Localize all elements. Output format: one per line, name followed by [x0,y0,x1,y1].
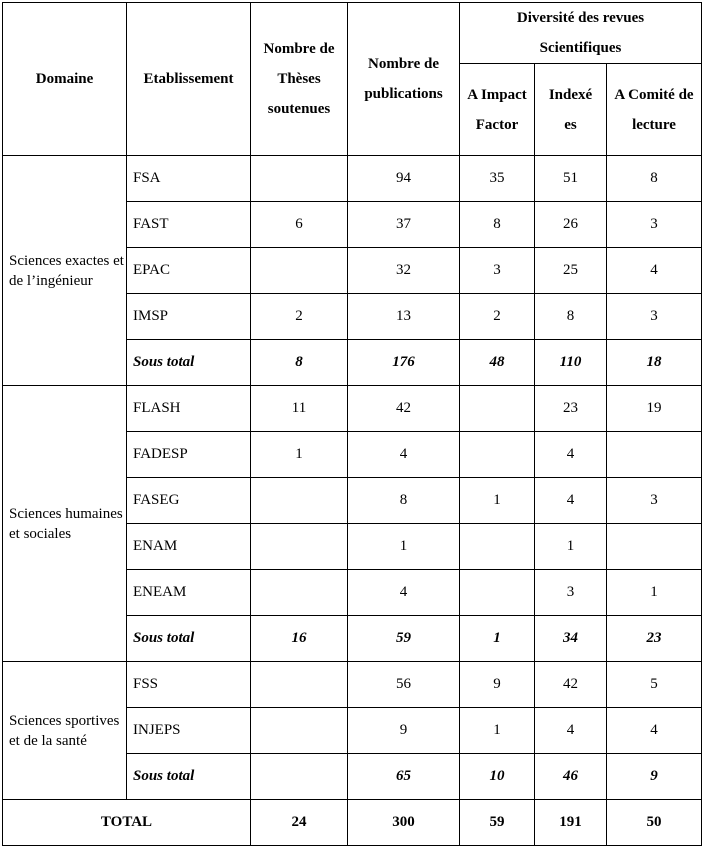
comite-cell: 3 [607,294,702,340]
comite-cell: 4 [607,248,702,294]
statistics-table [2,2,702,846]
comite-cell [607,432,702,478]
publications-cell: 56 [348,662,460,708]
indexes-cell: 26 [535,202,607,248]
header-domaine: Domaine [3,3,127,156]
subtotal-comite-cell: 23 [607,616,702,662]
header-etablissement: Etablissement [127,3,251,156]
comite-cell: 19 [607,386,702,432]
indexes-cell: 4 [535,708,607,754]
header-indexes: Indexé es [535,64,607,156]
etablissement-cell: IMSP [127,294,251,340]
subtotal-impact-factor-cell: 10 [460,754,535,800]
total-indexes-cell: 191 [535,800,607,846]
etablissement-cell: FSA [127,156,251,202]
comite-cell: 4 [607,708,702,754]
subtotal-publications-cell: 65 [348,754,460,800]
table-row [3,156,702,202]
publications-cell: 94 [348,156,460,202]
theses-cell: 1 [251,432,348,478]
publications-cell: 37 [348,202,460,248]
subtotal-impact-factor-cell: 48 [460,340,535,386]
domain-cell: Sciences humaines et sociales [3,386,127,662]
table-row [3,386,702,432]
header-theses: Nombre de Thèses soutenues [251,3,348,156]
subtotal-indexes-cell: 34 [535,616,607,662]
publications-cell: 8 [348,478,460,524]
impact-factor-cell [460,524,535,570]
theses-cell [251,156,348,202]
publications-cell: 32 [348,248,460,294]
comite-cell [607,524,702,570]
theses-cell: 11 [251,386,348,432]
indexes-cell: 42 [535,662,607,708]
publications-cell: 9 [348,708,460,754]
subtotal-label: Sous total [127,340,251,386]
total-publications-cell: 300 [348,800,460,846]
etablissement-cell: FLASH [127,386,251,432]
publications-cell: 13 [348,294,460,340]
impact-factor-cell: 8 [460,202,535,248]
domain-cell: Sciences sportives et de la santé [3,662,127,800]
publications-cell: 4 [348,570,460,616]
indexes-cell: 25 [535,248,607,294]
etablissement-cell: EPAC [127,248,251,294]
etablissement-cell: ENEAM [127,570,251,616]
indexes-cell: 8 [535,294,607,340]
theses-cell: 2 [251,294,348,340]
total-impact-factor-cell: 59 [460,800,535,846]
theses-cell [251,524,348,570]
indexes-cell: 51 [535,156,607,202]
table-body [3,156,702,846]
etablissement-cell: FADESP [127,432,251,478]
domain-cell: Sciences exactes et de l’ingénieur [3,156,127,386]
impact-factor-cell [460,386,535,432]
publications-cell: 4 [348,432,460,478]
impact-factor-cell: 1 [460,478,535,524]
subtotal-theses-cell: 8 [251,340,348,386]
impact-factor-cell: 1 [460,708,535,754]
impact-factor-cell: 9 [460,662,535,708]
indexes-cell: 3 [535,570,607,616]
subtotal-label: Sous total [127,616,251,662]
indexes-cell: 1 [535,524,607,570]
comite-cell: 3 [607,478,702,524]
etablissement-cell: FSS [127,662,251,708]
subtotal-comite-cell: 9 [607,754,702,800]
subtotal-indexes-cell: 110 [535,340,607,386]
subtotal-publications-cell: 176 [348,340,460,386]
comite-cell: 5 [607,662,702,708]
impact-factor-cell: 35 [460,156,535,202]
impact-factor-cell: 3 [460,248,535,294]
subtotal-label: Sous total [127,754,251,800]
impact-factor-cell [460,570,535,616]
etablissement-cell: FAST [127,202,251,248]
theses-cell [251,248,348,294]
theses-cell [251,708,348,754]
total-row [3,800,702,846]
theses-cell [251,662,348,708]
publications-cell: 42 [348,386,460,432]
header-publications: Nombre de publications [348,3,460,156]
indexes-cell: 4 [535,432,607,478]
table-row [3,662,702,708]
theses-cell [251,570,348,616]
etablissement-cell: ENAM [127,524,251,570]
header-impact-factor: A Impact Factor [460,64,535,156]
subtotal-theses-cell: 16 [251,616,348,662]
header-diversite: Diversité des revues Scientifiques [460,3,702,64]
subtotal-theses-cell [251,754,348,800]
header-comite-lecture: A Comité de lecture [607,64,702,156]
comite-cell: 1 [607,570,702,616]
comite-cell: 8 [607,156,702,202]
subtotal-comite-cell: 18 [607,340,702,386]
total-theses-cell: 24 [251,800,348,846]
comite-cell: 3 [607,202,702,248]
total-comite-cell: 50 [607,800,702,846]
total-label: TOTAL [3,800,251,846]
impact-factor-cell: 2 [460,294,535,340]
etablissement-cell: FASEG [127,478,251,524]
etablissement-cell: INJEPS [127,708,251,754]
theses-cell: 6 [251,202,348,248]
indexes-cell: 23 [535,386,607,432]
subtotal-impact-factor-cell: 1 [460,616,535,662]
subtotal-indexes-cell: 46 [535,754,607,800]
publications-cell: 1 [348,524,460,570]
indexes-cell: 4 [535,478,607,524]
theses-cell [251,478,348,524]
impact-factor-cell [460,432,535,478]
subtotal-publications-cell: 59 [348,616,460,662]
